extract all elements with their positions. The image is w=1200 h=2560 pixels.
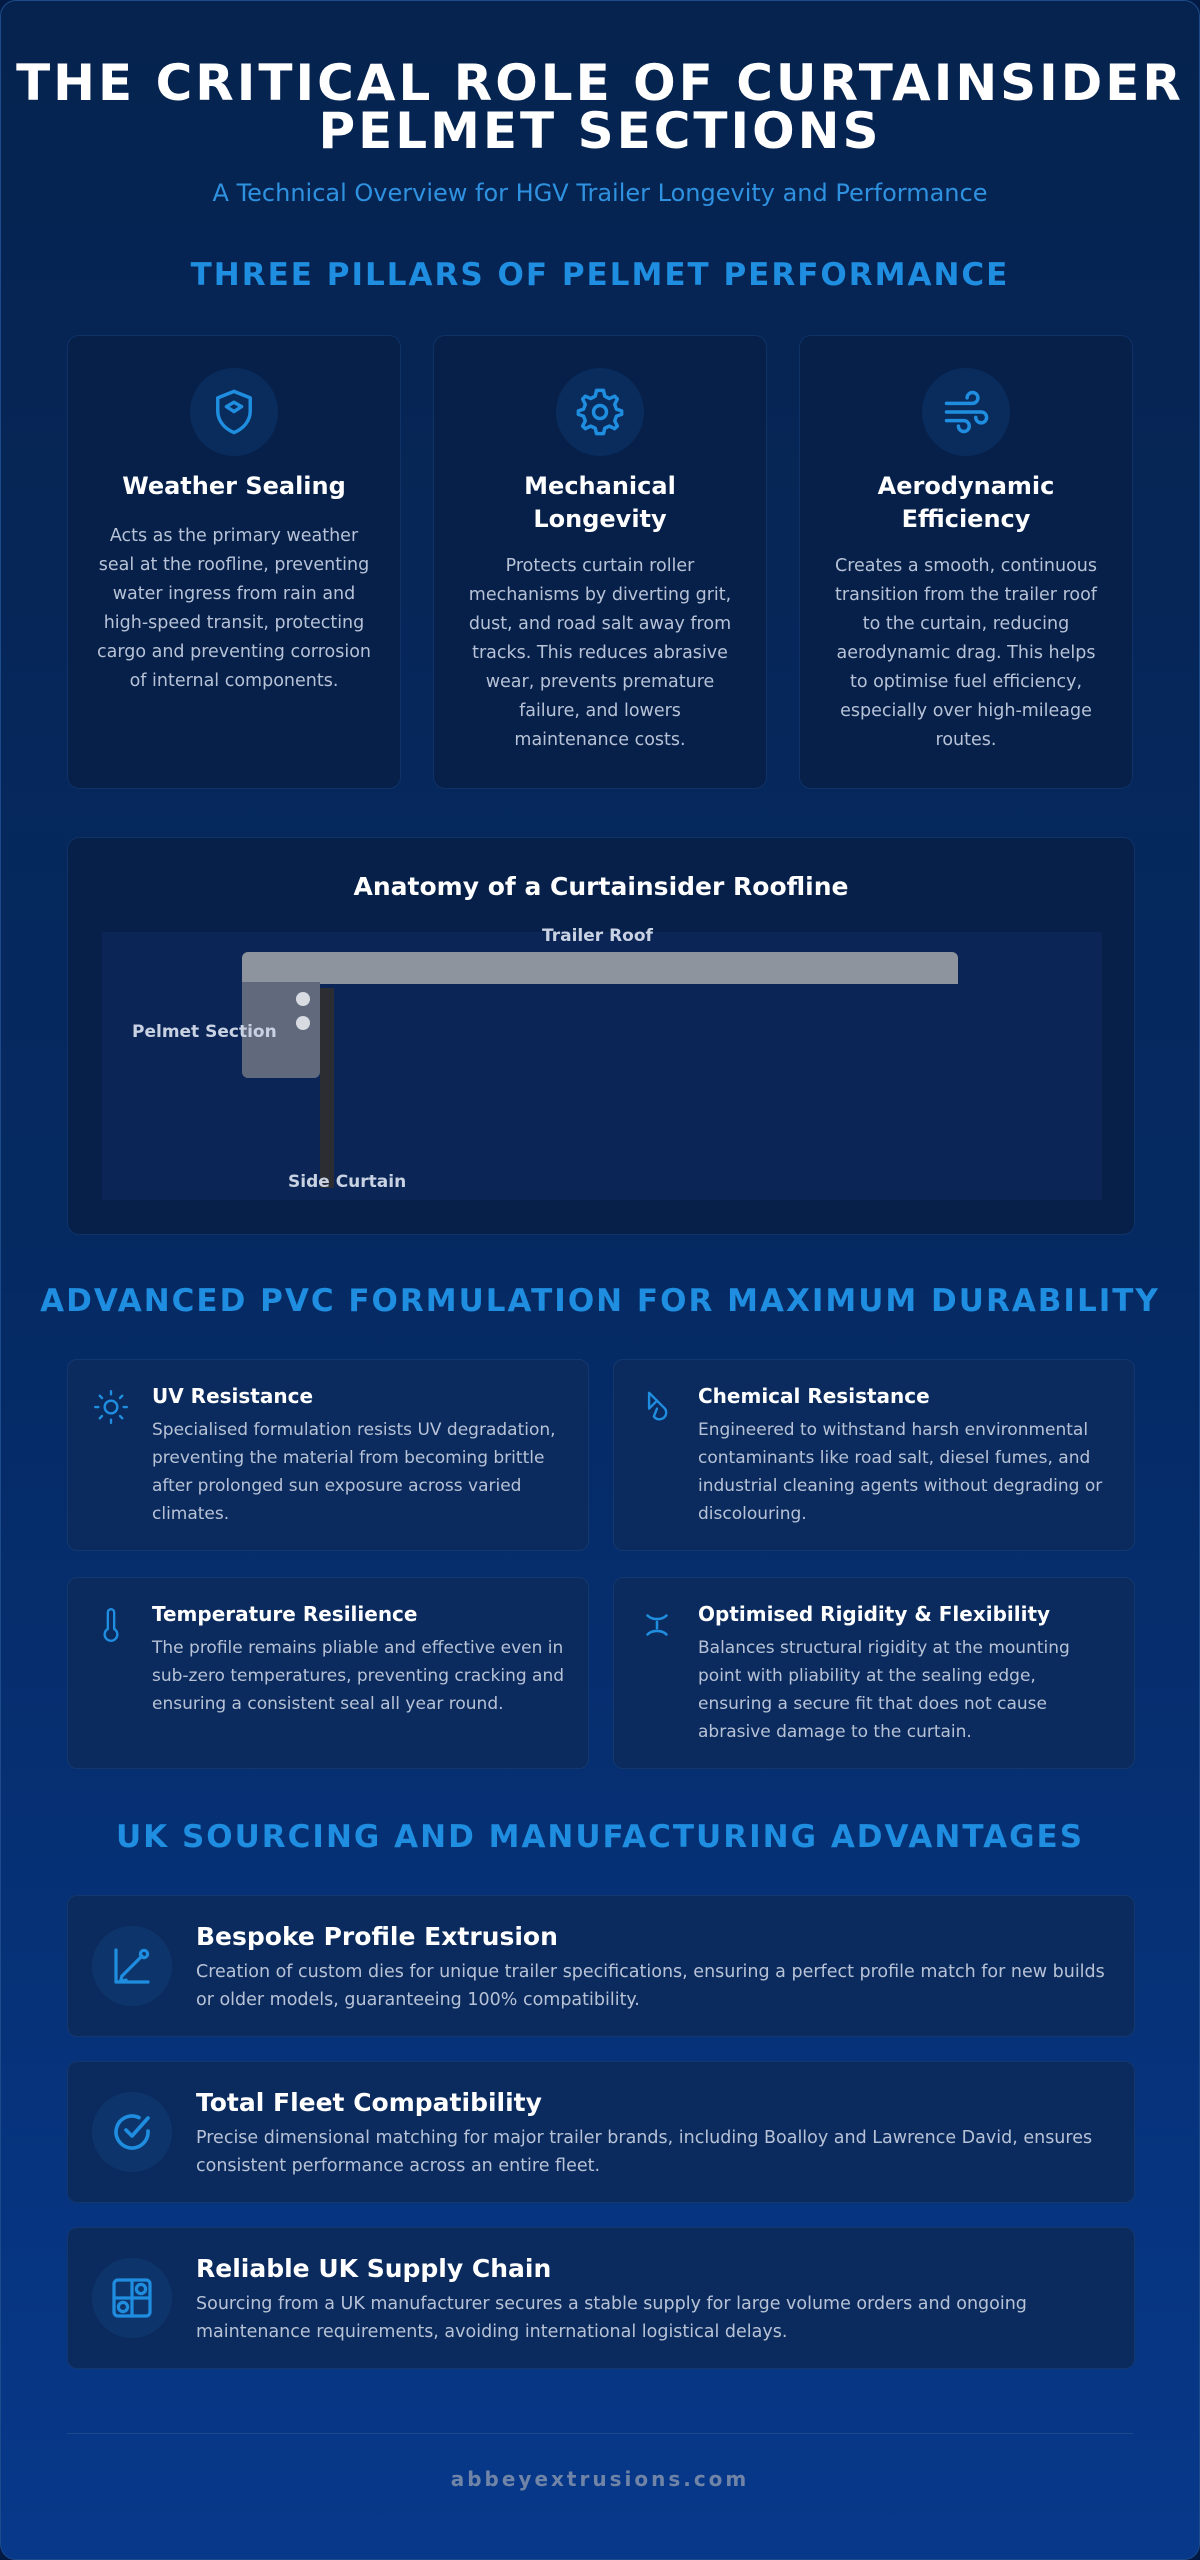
pelmet-rivet	[296, 1016, 310, 1030]
advantage-text: Precise dimensional matching for major trailer brands, including Boalloy and Lawrence David, ensures consistent performance across an entire fleet.	[196, 2128, 1093, 2176]
pillar-card-weather-sealing	[67, 335, 401, 789]
feature-title: Chemical Resistance	[698, 1384, 930, 1408]
check-circle-icon	[92, 2092, 172, 2172]
pelmet-rivet	[296, 992, 310, 1006]
anatomy-card	[67, 837, 1135, 1235]
advantage-text: Creation of custom dies for unique trailer specifications, ensuring a perfect profile match for new builds or older models, guaranteeing 100% compatibility.	[196, 1962, 1105, 2010]
feature-card-rigidity-flexibility	[613, 1577, 1135, 1769]
feature-title: Optimised Rigidity & Flexibility	[698, 1602, 1051, 1626]
feature-text: Specialised formulation resists UV degradation, preventing the material from becoming brittle after prolonged sun exposure across varied climates.	[152, 1420, 556, 1524]
footer-site: abbeyextrusions.com	[450, 2467, 750, 2491]
trailer-roof-label: Trailer Roof	[542, 926, 653, 946]
pillars-heading: THREE PILLARS OF PELMET PERFORMANCE	[190, 257, 1010, 293]
feature-card-temperature-resilience	[67, 1577, 589, 1769]
feature-text: Engineered to withstand harsh environmental contaminants like road salt, diesel fumes, and industrial cleaning agents without degrading or discolouring.	[698, 1420, 1103, 1524]
feature-card-chemical-resistance	[613, 1359, 1135, 1551]
pillar-title: Aerodynamic Efficiency	[877, 472, 1055, 533]
advantage-title: Reliable UK Supply Chain	[196, 2254, 552, 2283]
shield-icon	[190, 368, 278, 456]
feature-title: UV Resistance	[152, 1384, 314, 1408]
advantage-text: Sourcing from a UK manufacturer secures a stable supply for large volume orders and ongoing maintenance requirements, avoiding international logistical delays.	[196, 2294, 1027, 2342]
page-subtitle: A Technical Overview for HGV Trailer Longevity and Performance	[212, 179, 988, 207]
pillar-text: Protects curtain roller mechanisms by diverting grit, dust, and road salt away from tracks. This reduces abrasive wear, prevents premature failure, and lowers maintenance costs.	[468, 556, 732, 750]
footer-divider	[67, 2433, 1133, 2434]
gear-icon	[556, 368, 644, 456]
feature-card-uv-resistance	[67, 1359, 589, 1551]
flask-icon	[638, 1388, 676, 1426]
pillar-title: Mechanical Longevity	[524, 472, 676, 533]
thermometer-icon	[92, 1606, 130, 1644]
feature-text: The profile remains pliable and effective even in sub-zero temperatures, preventing cracking and ensuring a consistent seal all year round.	[152, 1638, 565, 1714]
advantage-card-bespoke-extrusion	[67, 1895, 1135, 2037]
supply-grid-icon	[92, 2258, 172, 2338]
feature-text: Balances structural rigidity at the mounting point with pliability at the sealing edge, ensuring a secure fit that does not cause abrasive damage to the curtain.	[698, 1638, 1070, 1742]
wind-icon	[922, 368, 1010, 456]
advantage-card-uk-supply-chain	[67, 2227, 1135, 2369]
side-curtain-shape	[320, 988, 334, 1188]
uk-heading: UK SOURCING AND MANUFACTURING ADVANTAGES	[115, 1819, 1085, 1855]
pelmet-section-label: Pelmet Section	[132, 1022, 277, 1042]
side-curtain-label: Side Curtain	[288, 1172, 407, 1192]
advantage-title: Bespoke Profile Extrusion	[196, 1922, 558, 1951]
sun-icon	[92, 1388, 130, 1426]
advantage-card-fleet-compatibility	[67, 2061, 1135, 2203]
pillar-text: Creates a smooth, continuous transition from the trailer roof to the curtain, reducing aerodynamic drag. This helps to optimise fuel efficiency, especially over high-mileage routes.	[834, 556, 1097, 750]
pvc-heading: ADVANCED PVC FORMULATION FOR MAXIMUM DURABILITY	[40, 1283, 1160, 1319]
roofline-diagram	[102, 926, 1102, 1200]
pillar-title: Weather Sealing	[122, 472, 346, 500]
pillar-text: Acts as the primary weather seal at the roofline, preventing water ingress from rain and high-speed transit, protecting cargo and preventing corrosion of internal components.	[97, 526, 371, 691]
feature-title: Temperature Resilience	[152, 1602, 418, 1626]
page-title: THE CRITICAL ROLE OF CURTAINSIDER PELMET SECTIONS	[16, 54, 1184, 160]
pillar-card-mechanical-longevity	[433, 335, 767, 789]
pencil-ruler-icon	[92, 1926, 172, 2006]
anatomy-title: Anatomy of a Curtainsider Roofline	[353, 872, 849, 901]
trailer-roof-shape	[242, 952, 958, 984]
pillar-card-aerodynamic-efficiency	[799, 335, 1133, 789]
flex-icon	[638, 1606, 676, 1644]
advantage-title: Total Fleet Compatibility	[196, 2088, 542, 2117]
